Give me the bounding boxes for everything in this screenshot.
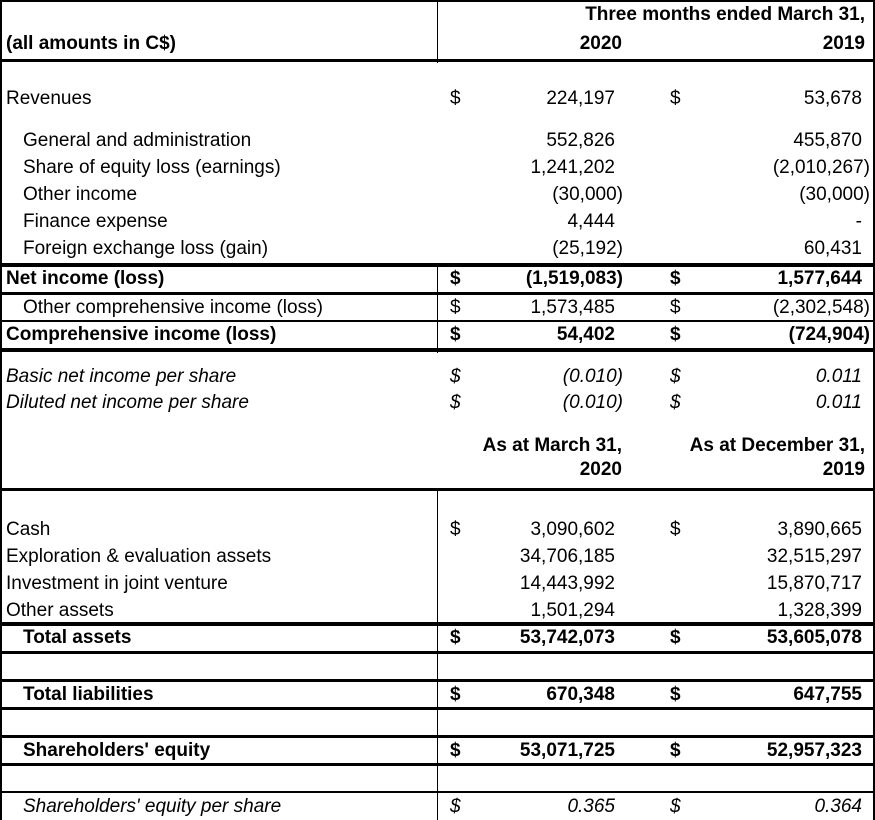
row-label-revenues: Revenues (6, 88, 92, 109)
value-general-admin-2020: 552,826 (546, 130, 615, 151)
value-total-assets-2020: 53,742,073 (519, 627, 615, 648)
dollar-sign-b: $ (670, 684, 681, 705)
value-shareholders-equity-2019: 52,957,323 (766, 740, 862, 761)
row-label-general-admin: General and administration (23, 130, 252, 151)
column-divider (437, 263, 438, 353)
value-oci-2020: 1,573,485 (530, 297, 615, 318)
dollar-sign-a: $ (450, 627, 461, 648)
value-net-income-2020: (1,519,083) (525, 268, 623, 289)
value-total-assets-2019: 53,605,078 (766, 627, 862, 648)
value-other-income-2019: (30,000) (799, 184, 870, 205)
value-oci-2019: (2,302,548) (772, 297, 870, 318)
value-basic-eps-2020: (0.010) (562, 366, 623, 387)
year-a-header: 2020 (579, 33, 622, 54)
balance-col-a-header-line1: As at March 31, (482, 435, 622, 456)
dollar-sign-a: $ (450, 324, 461, 345)
value-comprehensive-income-2020: 54,402 (556, 324, 615, 345)
row-label-other-income: Other income (23, 184, 138, 205)
dollar-sign-a: $ (450, 796, 461, 817)
dollar-sign-b: $ (670, 297, 681, 318)
balance-col-a-header-line2: 2020 (579, 459, 622, 480)
dollar-sign-a: $ (450, 392, 461, 413)
value-diluted-eps-2019: 0.011 (815, 392, 862, 413)
value-exploration-assets-2020: 34,706,185 (519, 546, 615, 567)
dollar-sign-b: $ (670, 740, 681, 761)
dollar-sign-a: $ (450, 268, 461, 289)
value-investment-jv-2019: 15,870,717 (766, 573, 862, 594)
value-finance-expense-2019: - (855, 211, 862, 232)
value-diluted-eps-2020: (0.010) (562, 392, 623, 413)
dollar-sign-a: $ (450, 88, 461, 109)
column-divider (437, 0, 438, 63)
value-other-income-2020: (30,000) (552, 184, 623, 205)
dollar-sign-a: $ (450, 519, 461, 540)
value-revenues-2020: 224,197 (546, 88, 615, 109)
row-label-oci: Other comprehensive income (loss) (23, 297, 323, 318)
row-label-total-liabilities: Total liabilities (23, 684, 154, 705)
dollar-sign-a: $ (450, 297, 461, 318)
row-label-diluted-eps: Diluted net income per share (6, 392, 249, 413)
value-comprehensive-income-2019: (724,904) (788, 324, 870, 345)
value-cash-2019: 3,890,665 (777, 519, 862, 540)
row-label-finance-expense: Finance expense (23, 211, 168, 232)
value-investment-jv-2020: 14,443,992 (519, 573, 615, 594)
dollar-sign-b: $ (670, 796, 681, 817)
value-revenues-2019: 53,678 (803, 88, 862, 109)
value-fx-loss-2019: 60,431 (803, 238, 862, 259)
value-equity-loss-2019: (2,010,267) (772, 157, 870, 178)
value-finance-expense-2020: 4,444 (567, 211, 615, 232)
dollar-sign-b: $ (670, 392, 681, 413)
row-label-shareholders-equity: Shareholders' equity (23, 740, 211, 761)
dollar-sign-a: $ (450, 684, 461, 705)
value-general-admin-2019: 455,870 (793, 130, 862, 151)
year-b-header: 2019 (822, 33, 865, 54)
value-total-liabilities-2019: 647,755 (793, 684, 862, 705)
row-label-exploration-assets: Exploration & evaluation assets (6, 546, 272, 567)
column-divider (437, 488, 438, 820)
row-label-equity-per-share: Shareholders' equity per share (23, 796, 282, 817)
value-basic-eps-2019: 0.011 (815, 366, 862, 387)
row-label-total-assets: Total assets (23, 627, 132, 648)
table-border-left (0, 0, 2, 820)
value-total-liabilities-2020: 670,348 (546, 684, 615, 705)
row-label-equity-loss: Share of equity loss (earnings) (23, 157, 281, 178)
row-label-other-assets: Other assets (6, 600, 114, 621)
value-other-assets-2019: 1,328,399 (777, 600, 862, 621)
value-equity-per-share-2020: 0.365 (567, 796, 615, 817)
dollar-sign-b: $ (670, 627, 681, 648)
balance-col-b-header-line2: 2019 (822, 459, 865, 480)
value-equity-loss-2020: 1,241,202 (530, 157, 615, 178)
dollar-sign-a: $ (450, 366, 461, 387)
row-label-basic-eps: Basic net income per share (6, 366, 237, 387)
value-fx-loss-2020: (25,192) (552, 238, 623, 259)
dollar-sign-b: $ (670, 519, 681, 540)
dollar-sign-b: $ (670, 268, 681, 289)
row-label-net-income: Net income (loss) (6, 268, 165, 289)
row-label-investment-jv: Investment in joint venture (6, 573, 228, 594)
value-cash-2020: 3,090,602 (530, 519, 615, 540)
dollar-sign-b: $ (670, 366, 681, 387)
value-exploration-assets-2019: 32,515,297 (766, 546, 862, 567)
dollar-sign-a: $ (450, 740, 461, 761)
value-other-assets-2020: 1,501,294 (530, 600, 615, 621)
dollar-sign-b: $ (670, 88, 681, 109)
balance-col-b-header-line1: As at December 31, (689, 435, 865, 456)
value-net-income-2019: 1,577,644 (777, 268, 862, 289)
value-shareholders-equity-2020: 53,071,725 (519, 740, 615, 761)
period-title: Three months ended March 31, (585, 4, 865, 25)
row-label-comprehensive-income: Comprehensive income (loss) (6, 324, 277, 345)
dollar-sign-b: $ (670, 324, 681, 345)
row-label-cash: Cash (6, 519, 51, 540)
units-label: (all amounts in C$) (6, 33, 176, 54)
value-equity-per-share-2019: 0.364 (814, 796, 862, 817)
row-label-fx-loss: Foreign exchange loss (gain) (23, 238, 269, 259)
